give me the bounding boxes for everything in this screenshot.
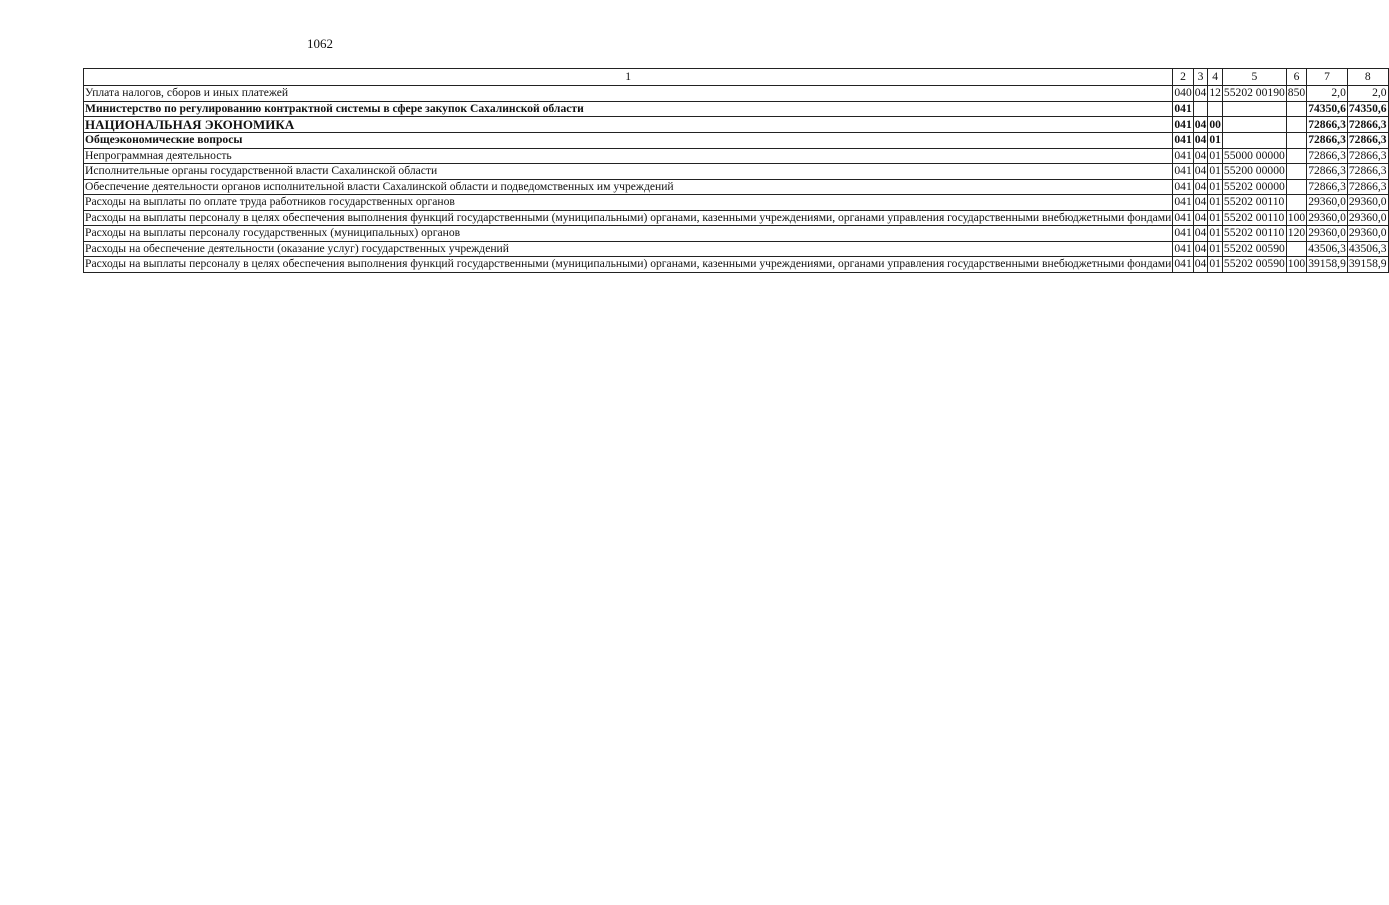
row-grbs-cell: 041 [1174, 101, 1192, 115]
table-row [84, 148, 1389, 164]
row-amount-2-cell: 2,0 [1347, 86, 1388, 102]
row-target-article-cell: 55200 00000 [1223, 164, 1285, 177]
row-amount-2-cell: 72866,3 [1348, 117, 1387, 131]
row-amount-1-cell: 72866,3 [1308, 179, 1346, 193]
row-name-cell: Общеэкономические вопросы [84, 133, 1173, 149]
row-amount-1-cell: 2,0 [1307, 86, 1348, 102]
row-expense-type-cell: 850 [1287, 86, 1306, 99]
row-amount-2-cell: 72866,3 [1348, 164, 1387, 177]
column-header: 8 [1347, 69, 1388, 86]
row-amount-2-cell: 29360,0 [1348, 210, 1387, 224]
row-amount-1-cell: 72866,3 [1308, 164, 1346, 177]
table-row [84, 226, 1389, 242]
row-target-article-cell: 55202 00110 [1223, 210, 1285, 224]
row-amount-2-cell: 72866,3 [1348, 148, 1387, 162]
row-name-cell: Расходы на выплаты персоналу в целях обеспечения выполнения функций государственными (муниципальными) органами, казенными учреждениями, органами управления государственными внебюджетными фондами [85, 257, 1172, 270]
row-expense-type-cell [1286, 195, 1306, 211]
row-amount-2-cell: 39158,9 [1348, 257, 1387, 270]
table-row [84, 179, 1389, 195]
row-section-cell: 04 [1194, 164, 1207, 177]
row-expense-type-cell [1286, 101, 1306, 117]
row-subsection-cell: 01 [1209, 164, 1221, 177]
row-target-article-cell: 55000 00000 [1223, 148, 1285, 162]
row-section-cell: 04 [1194, 148, 1207, 162]
row-grbs-cell: 041 [1174, 148, 1192, 162]
row-name-cell: Расходы на выплаты персоналу государственных (муниципальных) органов [84, 226, 1173, 242]
row-amount-2-cell: 72866,3 [1348, 133, 1387, 146]
row-section-cell [1193, 101, 1208, 117]
row-amount-2-cell: 29360,0 [1348, 195, 1387, 208]
row-subsection-cell: 01 [1209, 241, 1221, 255]
row-section-cell: 04 [1194, 117, 1207, 131]
row-amount-1-cell: 29360,0 [1308, 226, 1346, 239]
row-grbs-cell: 041 [1174, 164, 1192, 177]
table-row [84, 117, 1389, 133]
table-row [84, 195, 1389, 211]
row-expense-type-cell: 100 [1287, 210, 1306, 224]
row-target-article-cell: 55202 00000 [1223, 179, 1285, 193]
row-subsection-cell [1208, 101, 1223, 117]
table-row [84, 86, 1389, 102]
row-section-cell: 04 [1194, 241, 1207, 255]
budget-table [83, 68, 1389, 273]
row-grbs-cell: 041 [1174, 133, 1192, 146]
row-amount-2-cell: 72866,3 [1348, 179, 1387, 193]
row-grbs-cell: 041 [1174, 226, 1192, 239]
row-amount-1-cell: 72866,3 [1308, 148, 1346, 162]
row-expense-type-cell: 120 [1287, 226, 1306, 239]
row-subsection-cell: 00 [1209, 117, 1221, 131]
row-target-article-cell: 55202 00590 [1223, 257, 1285, 270]
row-name-cell: Расходы на обеспечение деятельности (оказание услуг) государственных учреждений [84, 241, 1173, 257]
row-amount-1-cell: 29360,0 [1308, 210, 1346, 224]
row-amount-1-cell: 39158,9 [1308, 257, 1346, 270]
table-row [84, 164, 1389, 180]
table-row [84, 241, 1389, 257]
row-name-cell: Министерство по регулированию контрактной системы в сфере закупок Сахалинской области [84, 101, 1173, 117]
column-header: 5 [1222, 69, 1286, 86]
row-grbs-cell: 041 [1174, 257, 1192, 270]
row-section-cell: 04 [1194, 86, 1207, 99]
row-subsection-cell: 01 [1209, 195, 1221, 208]
row-target-article-cell: 55202 00590 [1223, 241, 1285, 255]
row-amount-2-cell: 29360,0 [1348, 226, 1387, 239]
row-target-article-cell: 55202 00190 [1223, 86, 1285, 99]
table-header-row [84, 69, 1389, 86]
row-name-cell: Расходы на выплаты по оплате труда работников государственных органов [84, 195, 1173, 211]
column-header: 2 [1173, 69, 1193, 86]
row-expense-type-cell [1286, 117, 1306, 133]
table-row [84, 210, 1389, 226]
column-header: 7 [1307, 69, 1348, 86]
row-subsection-cell: 01 [1209, 226, 1221, 239]
row-name-cell: Обеспечение деятельности органов исполнительной власти Сахалинской области и подведомственных им учреждений [84, 179, 1173, 195]
row-expense-type-cell [1286, 241, 1306, 257]
page-number: 1062 [307, 36, 333, 51]
row-name-cell: Уплата налогов, сборов и иных платежей [84, 86, 1173, 102]
row-name-cell: Расходы на выплаты персоналу в целях обеспечения выполнения функций государственными (муниципальными) органами, казенными учреждениями, органами управления государственными внебюджетными фондами [85, 210, 1172, 224]
column-header: 4 [1208, 69, 1223, 86]
row-subsection-cell: 01 [1209, 257, 1221, 270]
table-row [84, 133, 1389, 149]
row-expense-type-cell [1286, 179, 1306, 195]
row-subsection-cell: 01 [1209, 133, 1221, 146]
row-amount-1-cell: 72866,3 [1308, 117, 1346, 131]
row-section-cell: 04 [1194, 210, 1207, 224]
row-grbs-cell: 040 [1174, 86, 1192, 99]
row-amount-2-cell: 43506,3 [1348, 241, 1387, 255]
row-section-cell: 04 [1194, 133, 1207, 146]
row-amount-1-cell: 72866,3 [1308, 133, 1346, 146]
row-expense-type-cell: 100 [1287, 257, 1306, 270]
row-section-cell: 04 [1194, 226, 1207, 239]
row-target-article-cell [1222, 101, 1286, 117]
column-header: 1 [84, 69, 1173, 86]
row-grbs-cell: 041 [1174, 241, 1192, 255]
row-section-cell: 04 [1194, 179, 1207, 193]
row-subsection-cell: 12 [1209, 86, 1221, 99]
row-expense-type-cell [1286, 148, 1306, 164]
row-expense-type-cell [1286, 164, 1306, 180]
row-subsection-cell: 01 [1209, 148, 1221, 162]
row-grbs-cell: 041 [1174, 117, 1192, 131]
row-amount-2-cell: 74350,6 [1348, 101, 1387, 115]
row-name-cell: Исполнительные органы государственной власти Сахалинской области [84, 164, 1173, 180]
row-grbs-cell: 041 [1174, 195, 1192, 208]
row-grbs-cell: 041 [1174, 179, 1192, 193]
column-header: 3 [1193, 69, 1208, 86]
row-section-cell: 04 [1194, 257, 1207, 270]
column-header: 6 [1286, 69, 1306, 86]
row-section-cell: 04 [1194, 195, 1207, 208]
row-name-cell: Непрограммная деятельность [84, 148, 1173, 164]
table-row [84, 257, 1389, 273]
row-target-article-cell [1222, 133, 1286, 149]
row-subsection-cell: 01 [1209, 179, 1221, 193]
row-amount-1-cell: 74350,6 [1308, 101, 1346, 115]
row-target-article-cell: 55202 00110 [1223, 226, 1285, 239]
table-row [84, 101, 1389, 117]
row-amount-1-cell: 29360,0 [1308, 195, 1346, 208]
row-subsection-cell: 01 [1209, 210, 1221, 224]
row-grbs-cell: 041 [1174, 210, 1192, 224]
row-amount-1-cell: 43506,3 [1308, 241, 1346, 255]
row-target-article-cell [1222, 117, 1286, 133]
row-name-cell: НАЦИОНАЛЬНАЯ ЭКОНОМИКА [84, 117, 1173, 133]
row-expense-type-cell [1286, 133, 1306, 149]
row-target-article-cell: 55202 00110 [1223, 195, 1285, 208]
